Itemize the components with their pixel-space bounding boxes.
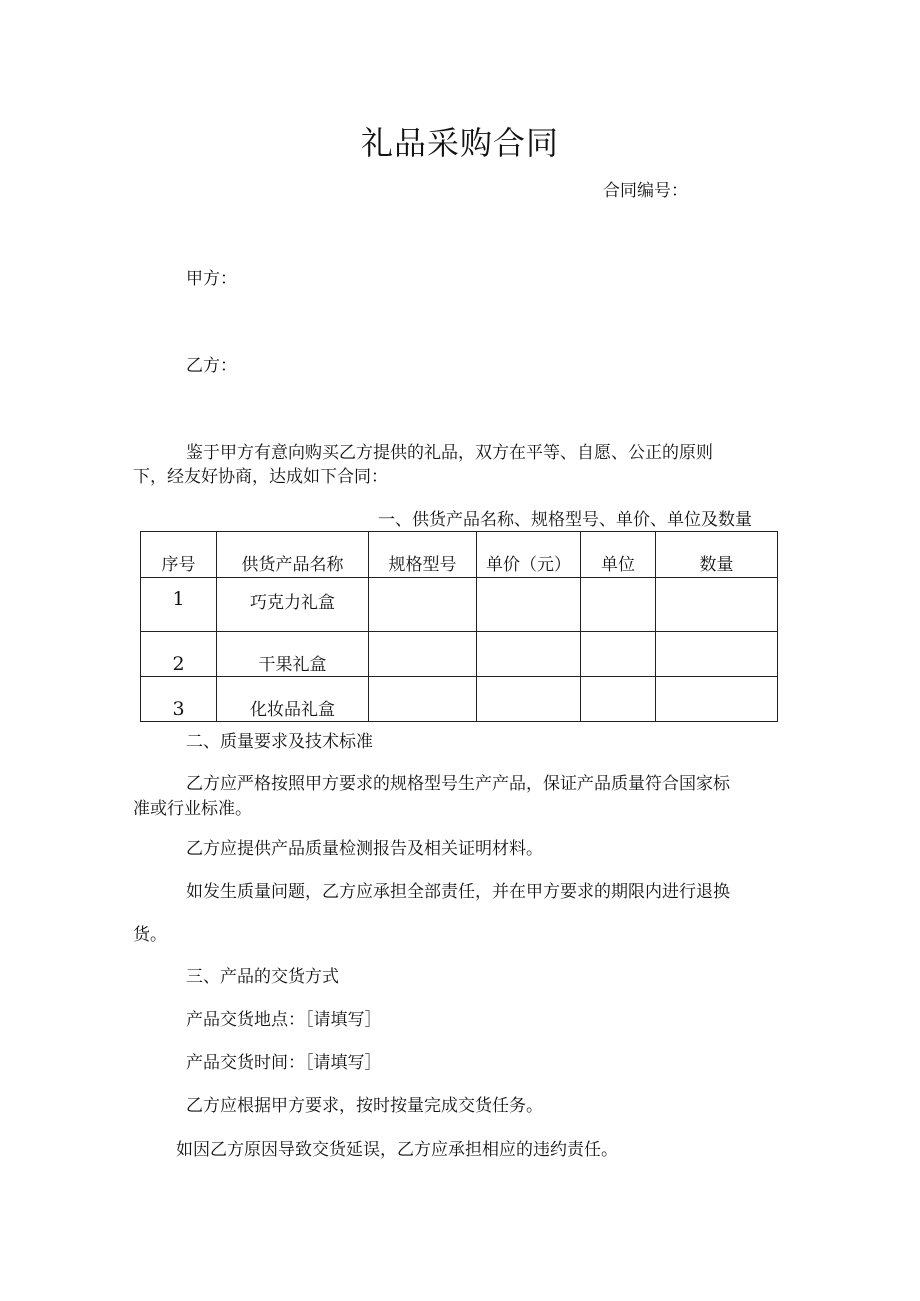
row-spec <box>369 632 477 677</box>
table-header-row <box>141 532 778 578</box>
row-no: 1 <box>141 578 217 632</box>
row-price <box>477 578 581 632</box>
document-title: 礼品采购合同 <box>360 124 559 162</box>
section3-p1: 乙方应根据甲方要求，按时按量完成交货任务。 <box>186 1096 543 1116</box>
row-qty <box>656 632 778 677</box>
row-name: 干果礼盒 <box>217 632 369 677</box>
row-no: 3 <box>141 677 217 722</box>
row-price <box>477 677 581 722</box>
contract-number-label: 合同编号： <box>603 181 688 201</box>
row-name: 化妆品礼盒 <box>217 677 369 722</box>
table-row <box>141 632 778 677</box>
delivery-time: 产品交货时间：［请填写］ <box>186 1053 382 1073</box>
goods-table <box>140 531 778 722</box>
row-unit <box>581 677 656 722</box>
header-cell-unit: 单位 <box>581 532 656 578</box>
intro-line-2: 下，经友好协商，达成如下合同： <box>133 467 388 487</box>
party-a-label: 甲方： <box>186 269 237 289</box>
delivery-place: 产品交货地点：［请填写］ <box>186 1010 382 1030</box>
section2-p2: 乙方应提供产品质量检测报告及相关证明材料。 <box>186 839 543 859</box>
row-unit <box>581 578 656 632</box>
section1-heading: 一、供货产品名称、规格型号、单价、单位及数量 <box>378 510 752 530</box>
section3-heading: 三、产品的交货方式 <box>186 967 339 987</box>
table-row <box>141 677 778 722</box>
section2-p1-line1: 乙方应严格按照甲方要求的规格型号生产产品，保证产品质量符合国家标 <box>186 774 730 794</box>
row-spec <box>369 578 477 632</box>
intro-line-1: 鉴于甲方有意向购买乙方提供的礼品，双方在平等、自愿、公正的原则 <box>186 443 713 463</box>
header-cell-spec: 规格型号 <box>369 532 477 578</box>
row-no: 2 <box>141 632 217 677</box>
section2-p3-line2: 货。 <box>133 925 167 945</box>
header-cell-no: 序号 <box>141 532 217 578</box>
row-price <box>477 632 581 677</box>
section2-heading: 二、质量要求及技术标准 <box>186 732 373 752</box>
table-row <box>141 578 778 632</box>
header-cell-price: 单价（元） <box>477 532 581 578</box>
header-cell-qty: 数量 <box>656 532 778 578</box>
header-cell-name: 供货产品名称 <box>217 532 369 578</box>
section2-p1-line2: 准或行业标准。 <box>133 799 252 819</box>
row-name: 巧克力礼盒 <box>217 578 369 632</box>
row-spec <box>369 677 477 722</box>
row-qty <box>656 677 778 722</box>
row-qty <box>656 578 778 632</box>
section2-p3-line1: 如发生质量问题，乙方应承担全部责任，并在甲方要求的期限内进行退换 <box>186 882 730 902</box>
row-unit <box>581 632 656 677</box>
section3-p2: 如因乙方原因导致交货延误，乙方应承担相应的违约责任。 <box>176 1140 618 1160</box>
party-b-label: 乙方： <box>186 356 237 376</box>
